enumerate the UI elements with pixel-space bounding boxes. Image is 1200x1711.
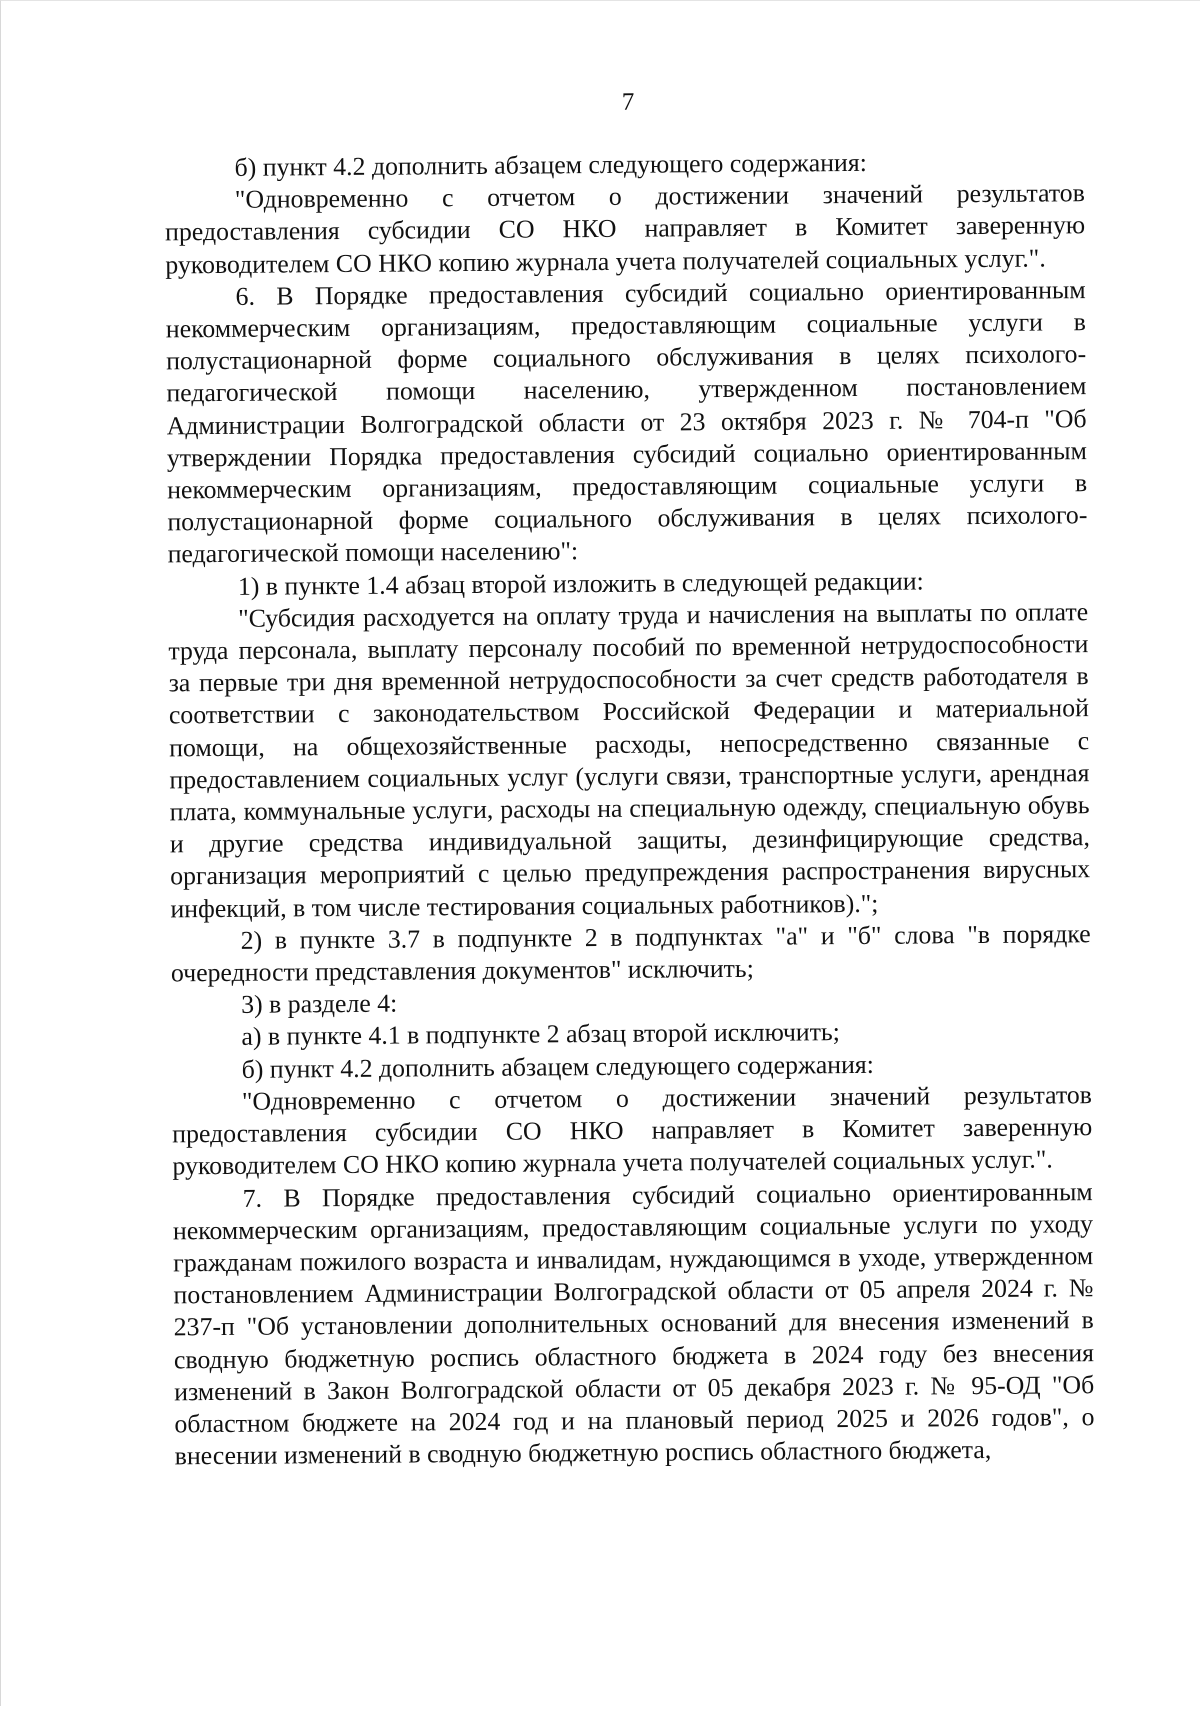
page-number: 7 — [621, 88, 635, 116]
paragraph-item-b-4-2-second: б) пункт 4.2 дополнить абзацем следующего содержания: — [241, 1049, 874, 1084]
paragraph-item-a-4-1: а) в пункте 4.1 в подпункте 2 абзац второй исключить; — [241, 1017, 840, 1052]
paragraph-item-b-4-2: б) пункт 4.2 дополнить абзацем следующего содержания: — [234, 147, 867, 182]
paragraph-item-2-3-7: 2) в пункте 3.7 в подпункте 2 в подпунктах "а" и "б" слова "в порядке очередности представления документов" исключить; — [170, 919, 1091, 988]
paragraph-section-6: 6. В Порядке предоставления субсидий социально ориентированным некоммерческим организациям, предоставляющим социальные услуги в полустационарной форме социального обслуживания в целях психолого-педагогической помощи населению, утвержденном постановлением Администрации Волгоградской области от 23 октября 2023 г. № 704-п "Об утверждении Порядка предоставления субсидий социально ориентированным некоммерческим организациям, предоставляющим социальные услуги в полустационарной форме социального обслуживания в целях психолого-педагогической помощи населению": — [165, 274, 1088, 569]
document-body — [164, 145, 1094, 1473]
paragraph-quote-report-second: "Одновременно с отчетом о достижении значений результатов предоставления субсидии СО НКО направляет в Комитет заверенную руководителем СО НКО копию журнала учета получателей социальных услуг.". — [172, 1080, 1093, 1181]
paragraph-item-1-1-4: 1) в пункте 1.4 абзац второй изложить в следующей редакции: — [237, 566, 924, 601]
paragraph-quote-subsidy: "Субсидия расходуется на оплату труда и начисления на выплаты по оплате труда персонала, выплату персоналу пособий по временной нетрудоспособности за первые три дня временной нетрудоспособности за счет средств работодателя в соответствии с законодательством Российской Федерации и материальной помощи, на общехозяйственные расходы, непосредственно связанные с предоставлением социальных услуг (услуги связи, транспортные услуги, арендная плата, коммунальные услуги, расходы на специальную одежду, специальную обувь и другие средства индивидуальной защиты, дезинфицирующие средства, организация мероприятий с целью предупреждения распространения вирусных инфекций, в том числе тестирования социальных работников)."; — [168, 597, 1091, 924]
paragraph-section-7: 7. В Порядке предоставления субсидий социально ориентированным некоммерческим организациям, предоставляющим социальные услуги по уходу гражданам пожилого возраста и инвалидам, нуждающимся в уходе, утвержденном постановлением Администрации Волгоградской области от 05 апреля 2024 г. № 237-п "Об установлении дополнительных оснований для внесения изменений в сводную бюджетную роспись областного бюджета в 2024 году без внесения изменений в Закон Волгоградской области от 05 декабря 2023 г. № 95-ОД "Об областном бюджете на 2024 год и на плановый период 2025 и 2026 годов", о внесении изменений в сводную бюджетную роспись областного бюджета, — [172, 1176, 1095, 1471]
paragraph-quote-report: "Одновременно с отчетом о достижении значений результатов предоставления субсидии СО НКО направляет в Комитет заверенную руководителем СО НКО копию журнала учета получателей социальных услуг.". — [164, 178, 1086, 280]
paragraph-item-3-section-4: 3) в разделе 4: — [241, 988, 398, 1020]
